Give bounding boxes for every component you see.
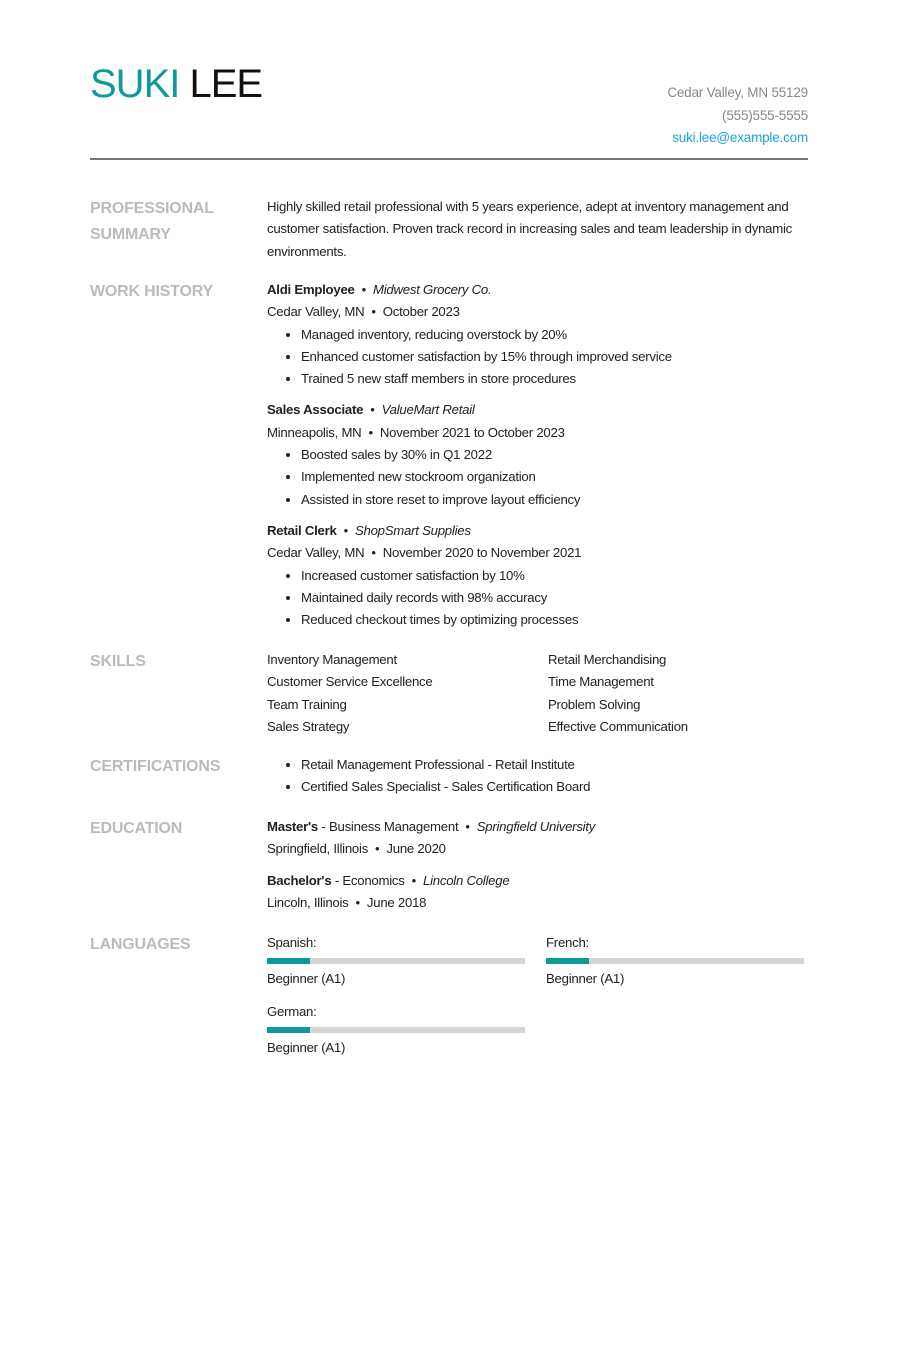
language-level: Beginner (A1)	[546, 971, 625, 987]
proficiency-fill	[267, 1027, 310, 1033]
education-location: Springfield, Illinois	[267, 841, 369, 857]
degree: Master's	[267, 819, 318, 834]
proficiency-bar	[546, 958, 804, 964]
section-label: EDUCATION	[90, 820, 183, 837]
company-name: Midwest Grocery Co.	[373, 282, 492, 297]
language-level: Beginner (A1)	[267, 1039, 346, 1055]
job-location: Minneapolis, MN	[267, 424, 362, 440]
job-title: Aldi Employee	[267, 282, 355, 297]
certifications-section	[90, 754, 808, 799]
separator-dot: •	[370, 402, 375, 418]
separator-dot: •	[371, 545, 376, 561]
field: - Business Management	[317, 819, 459, 834]
separator-dot: •	[375, 841, 380, 857]
proficiency-fill	[267, 958, 310, 964]
education-entry	[267, 870, 808, 915]
job-location: Cedar Valley, MN	[267, 304, 365, 320]
skill-item: Effective Communication	[548, 718, 688, 734]
last-name: LEE	[189, 62, 263, 106]
language-item	[267, 1001, 546, 1060]
bullet-item: • Maintained daily records with 98% accuracy	[301, 587, 808, 609]
job-entry	[267, 399, 808, 510]
bullet-item: • Increased customer satisfaction by 10%	[301, 565, 808, 587]
education-meta	[267, 838, 808, 860]
skills-section	[90, 649, 808, 738]
separator-dot: •	[361, 282, 366, 297]
job-dates: October 2023	[382, 304, 460, 320]
degree: Bachelor's	[267, 872, 332, 888]
section-label: PROFESSIONAL SUMMARY	[90, 200, 214, 243]
candidate-name	[90, 62, 262, 107]
bullet-item: • Enhanced customer satisfaction by 15% through improved service	[301, 346, 808, 368]
language-name: German:	[267, 1003, 317, 1019]
language-name: French:	[546, 935, 589, 950]
degree-line	[267, 816, 808, 838]
language-item	[546, 932, 806, 991]
language-item	[267, 932, 546, 991]
section-label: LANGUAGES	[90, 936, 191, 953]
separator-dot: •	[411, 872, 416, 888]
job-meta	[267, 422, 808, 444]
school: Springfield University	[476, 819, 596, 834]
section-label: CERTIFICATIONS	[90, 758, 221, 775]
degree-line	[267, 870, 808, 892]
job-entry	[267, 279, 808, 390]
skill-item: Time Management	[548, 674, 654, 690]
certification-item: • Retail Management Professional - Retail Institute	[301, 754, 808, 776]
field: - Economics	[331, 872, 405, 888]
skill-item: Inventory Management	[267, 652, 397, 667]
education-section	[90, 816, 808, 923]
header-divider	[90, 158, 808, 160]
email-link[interactable]: suki.lee@example.com	[672, 130, 808, 145]
separator-dot: •	[371, 304, 376, 320]
language-level: Beginner (A1)	[267, 971, 346, 987]
proficiency-bar	[267, 958, 525, 964]
proficiency-fill	[546, 958, 589, 964]
job-dates: November 2020 to November 2021	[382, 545, 582, 561]
education-date: June 2018	[366, 894, 427, 910]
job-meta	[267, 542, 808, 564]
job-header	[267, 520, 808, 542]
job-location: Cedar Valley, MN	[267, 545, 365, 561]
job-title: Retail Clerk	[267, 522, 337, 538]
section-label: WORK HISTORY	[90, 283, 213, 300]
separator-dot: •	[343, 522, 348, 538]
summary-text: Highly skilled retail professional with 5 years experience, adept at inventory management and customer satisfaction. Proven track record in increasing sales and team leadership in dynamic environments.	[267, 199, 793, 259]
separator-dot: •	[368, 424, 373, 440]
bullet-item: • Implemented new stockroom organization	[301, 466, 808, 488]
certification-item: • Certified Sales Specialist - Sales Certification Board	[301, 776, 808, 798]
bullet-item: • Reduced checkout times by optimizing processes	[301, 609, 808, 631]
job-title: Sales Associate	[267, 402, 364, 418]
company-name: ShopSmart Supplies	[354, 522, 471, 538]
job-meta	[267, 301, 808, 323]
section-label: SKILLS	[90, 653, 146, 670]
education-meta	[267, 892, 808, 914]
proficiency-bar	[267, 1027, 525, 1033]
job-bullets	[267, 444, 808, 511]
skill-item: Retail Merchandising	[548, 652, 667, 667]
job-bullets	[267, 565, 808, 632]
education-location: Lincoln, Illinois	[267, 894, 349, 910]
languages-section	[90, 932, 808, 1059]
phone: (555)555-5555	[722, 107, 808, 123]
work-history-section	[90, 279, 808, 640]
bullet-item: • Trained 5 new staff members in store procedures	[301, 368, 808, 390]
education-entry	[267, 816, 808, 861]
separator-dot: •	[465, 819, 470, 834]
job-header	[267, 279, 808, 301]
company-name: ValueMart Retail	[381, 402, 475, 418]
language-name: Spanish:	[267, 935, 317, 950]
address: Cedar Valley, MN 55129	[667, 85, 808, 100]
job-dates: November 2021 to October 2023	[379, 424, 565, 440]
bullet-item: • Managed inventory, reducing overstock by 20%	[301, 324, 808, 346]
separator-dot: •	[355, 894, 360, 910]
job-header	[267, 399, 808, 421]
skill-item: Customer Service Excellence	[267, 674, 433, 690]
bullet-item: • Boosted sales by 30% in Q1 2022	[301, 444, 808, 466]
summary-section	[90, 196, 808, 263]
school: Lincoln College	[423, 872, 510, 888]
bullet-item: • Assisted in store reset to improve layout efficiency	[301, 489, 808, 511]
skill-item: Sales Strategy	[267, 718, 350, 734]
contact-info	[667, 82, 808, 150]
education-date: June 2020	[386, 841, 446, 857]
skill-item: Team Training	[267, 696, 347, 712]
first-name: SUKI	[90, 62, 180, 106]
job-bullets	[267, 324, 808, 391]
job-entry	[267, 520, 808, 631]
skill-item: Problem Solving	[548, 696, 641, 712]
